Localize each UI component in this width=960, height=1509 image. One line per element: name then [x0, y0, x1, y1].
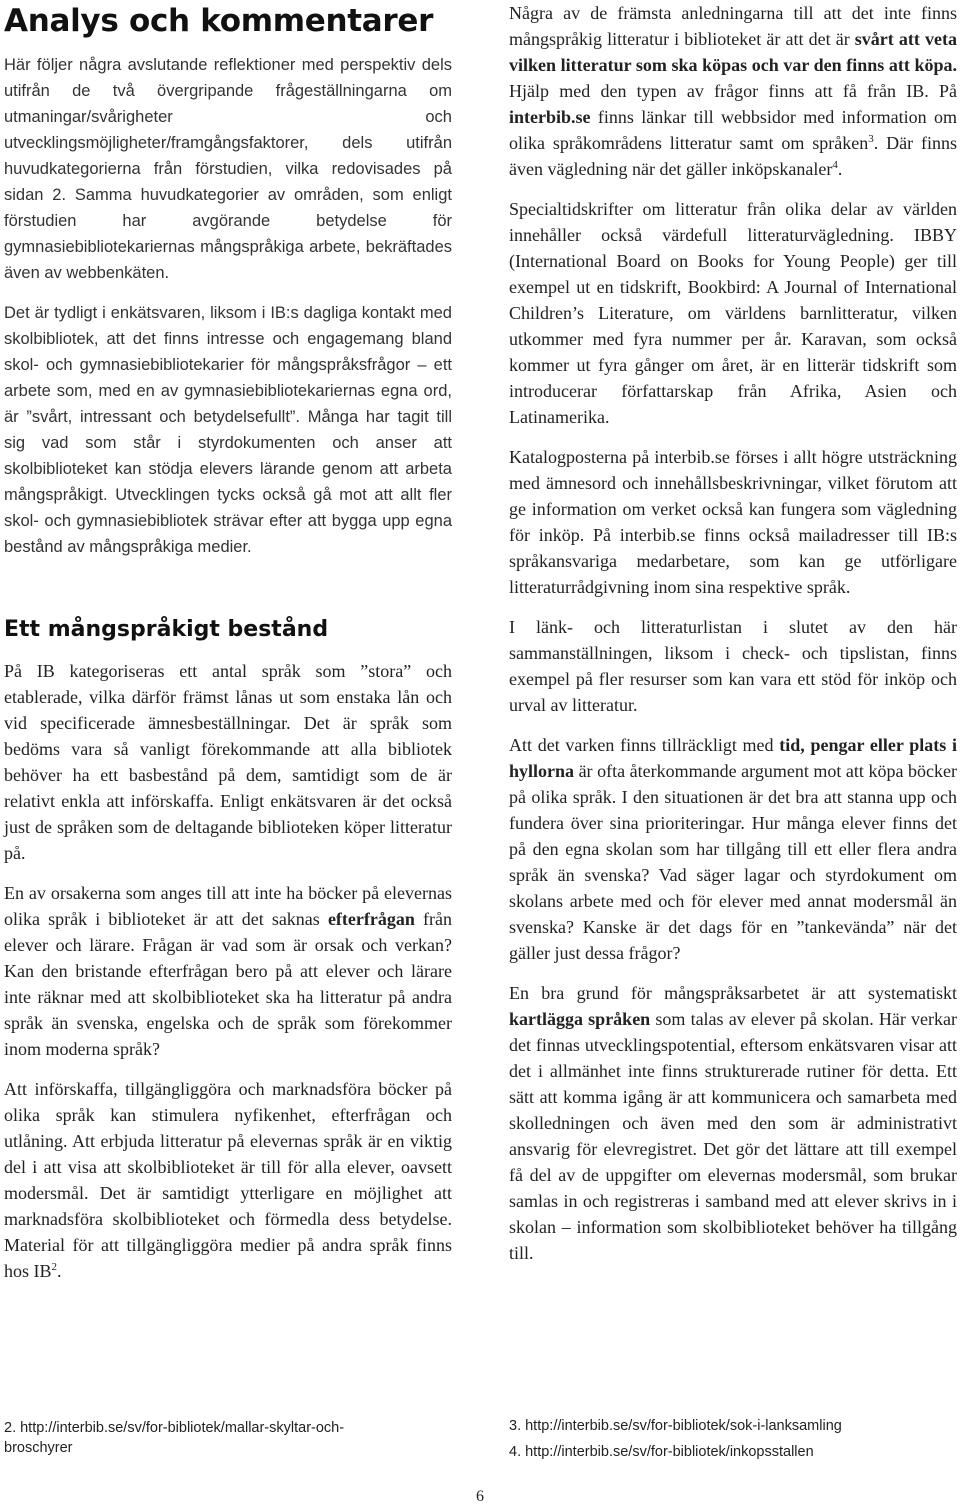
body-paragraph	[4, 1076, 452, 1284]
body-paragraph	[509, 732, 957, 966]
footnote-3: 3. http://interbib.se/sv/for-bibliotek/sok-i-lanksamling	[509, 1418, 842, 1434]
bold-term: kartlägga språken	[509, 1009, 651, 1029]
text-run: från elever och lärare. Frågan är vad som är orsak och verkan? Kan den bristande efterfrågan bero på att elever och lärare inte räknar med att skolbiblioteket ska ha litteratur på andra språk än svenska, engelska och de språk som förekommer inom moderna språk?	[4, 909, 452, 1059]
bold-term: svårt att veta vilken litteratur som ska köpas och var den finns att köpa.	[509, 29, 957, 75]
bold-term: tid, pengar eller plats i hyllorna	[509, 735, 957, 781]
survey-paragraph: Det är tydligt i enkätsvaren, liksom i IB:s dagliga kontakt med skolbibliotek, att det finns intresse och engagemang bland skol- och gymnasiebibliotekarier för mångspråksfrågor – ett arbete som, med en av gymnasiebibliotekariernas egna ord, är ”svårt, intressant och betydelsefullt”. Många har tagit till sig vad som står i styrdokumenten och anser att skolbiblioteket kan stödja elevers lärande genom att arbeta mångspråkigt. Utvecklingen tycks också gå mot att allt fler skol- och gymnasiebibliotek strävar efter att bygga upp egna bestånd av mångspråkiga medier.	[4, 304, 452, 556]
text-run: .	[57, 1261, 62, 1281]
text-run: finns länkar till webbsidor med information om olika språkområdens litteratur samt om språken	[509, 107, 957, 153]
text-run: Hjälp med den typen av frågor finns att få från IB. På	[509, 81, 957, 101]
text-run: En av orsakerna som anges till att inte ha böcker på elevernas olika språk i biblioteket är att det saknas	[4, 883, 452, 929]
text-run: som talas av elever på skolan. Här verkar det finnas utvecklingspotential, eftersom enkätsvaren visar att det i allmänhet inte finns strukturerade rutiner för detta. Ett sätt att komma igång är att kommunicera och samarbeta med skolledningen och även med den som är administrativt ansvarig för elevregistret. Det gör det lättare att till exempel få del av de uppgifter om elevernas modersmål, som brukar samlas in och registreras i samband med att elever skrivs in i skolan – information som skolbiblioteket behöver ha tillgång till.	[509, 1009, 957, 1263]
page-number: 6	[476, 1488, 484, 1505]
footnote-2: 2. http://interbib.se/sv/for-bibliotek/mallar-skyltar-och-broschyrer	[4, 1420, 345, 1456]
body-paragraph	[4, 880, 452, 1062]
footnote-4: 4. http://interbib.se/sv/for-bibliotek/inkopsstallen	[509, 1444, 814, 1460]
text-run: Några av de främsta anledningarna till att det inte finns mångspråkig litteratur i biblioteket är att det är	[509, 3, 957, 49]
footnote-ref: 3	[868, 133, 874, 145]
body-paragraph: På IB kategoriseras ett antal språk som ”stora” och etablerade, vilka därför främst lånas ut som enstaka lån och vid specificerade ämnesbeställningar. Det är språk som bedöms vara så vanligt förekommande att alla bibliotek behöver ha ett basbestånd på dem, samtidigt som de är relativt enkla att införskaffa. Enligt enkätsvaren är det också just de språken som de deltagande biblioteken köper litteratur på.	[4, 661, 452, 863]
footnotes-right	[509, 1416, 949, 1462]
bold-term: efterfrågan	[327, 909, 415, 929]
text-run: Att det varken finns tillräckligt med	[509, 735, 780, 755]
right-column	[509, 0, 957, 1280]
page-title: Analys och kommentarer	[4, 3, 434, 39]
body-paragraph: Specialtidskrifter om litteratur från olika delar av världen innehåller också värdefull litteraturvägledning. IBBY (International Board on Books for Young People) ger till exempel ut en tidskrift, Bookbird: A Journal of International Children’s Literature, om världens barnlitteratur, vilken utkommer med fyra nummer per år. Karavan, som också kommer ut fyra gånger om året, är en litterär tidskrift som introducerar författarskap från Afrika, Asien och Latinamerika.	[509, 199, 957, 427]
text-run: .	[837, 159, 843, 179]
bold-term: interbib.se	[509, 107, 591, 127]
footnote-ref: 4	[832, 159, 838, 171]
body-paragraph	[509, 0, 957, 182]
body-paragraph	[509, 980, 957, 1266]
text-run: . Där finns även vägledning när det gäller inköpskanaler	[509, 133, 958, 179]
section-heading: Ett mångspråkigt bestånd	[4, 617, 329, 642]
left-column	[4, 0, 452, 1298]
text-run: En bra grund för mångspråksarbetet är att systematiskt	[509, 983, 957, 1003]
body-paragraph: Katalogposterna på interbib.se förses i allt högre utsträckning med ämnesord och innehållsbeskrivningar, vilket förutom att ge information om verket också kan fungera som vägledning för inköp. På interbib.se finns också mailadresser till IB:s språkansvariga medarbetare, som kan ge utförligare litteraturrådgivning inom sina respektive språk.	[509, 447, 957, 597]
text-run: Att införskaffa, tillgängliggöra och marknadsföra böcker på olika språk kan stimulera nyfikenhet, efterfrågan och utlåning. Att erbjuda litteratur på elevernas språk är en viktig del i att visa att skolbiblioteket är till för alla elever, oavsett modersmål. Det är samtidigt ytterligare en möjlighet att marknadsföra skolbiblioteket och förmedla dess betydelse. Material för att tillgängliggöra medier på andra språk finns hos IB	[4, 1079, 452, 1281]
body-paragraph: I länk- och litteraturlistan i slutet av den här sammanställningen, liksom i check- och tipslistan, finns exempel på fler resurser som kan vara ett stöd för inköp och urval av litteratur.	[509, 617, 957, 715]
intro-paragraph: Här följer några avslutande reflektioner med perspektiv dels utifrån de två övergripande frågeställningarna om utmaningar/svårigheter och utvecklingsmöjligheter/framgångsfaktorer, dels utifrån huvudkategorierna från förstudien, vilka redovisades på sidan 2. Samma huvudkategorier av områden, som enligt förstudien har avgörande betydelse för gymnasiebibliotekariernas mångspråkiga arbete, bekräftades även av webbenkäten.	[4, 56, 452, 282]
text-run: är ofta återkommande argument mot att köpa böcker på olika språk. I den situationen är det bra att stanna upp och fundera över sina prioriteringar. Hur många elever finns det på den egna skolan som har tillgång till ett eller flera andra språk än svenska? Vad säger lagar och styrdokument om skolans arbete med och för elever med annat modersmål än svenska? Kanske är det dags för en ”tankevända” när det gäller just dessa frågor?	[509, 761, 957, 963]
footnote-ref: 2	[51, 1261, 58, 1273]
